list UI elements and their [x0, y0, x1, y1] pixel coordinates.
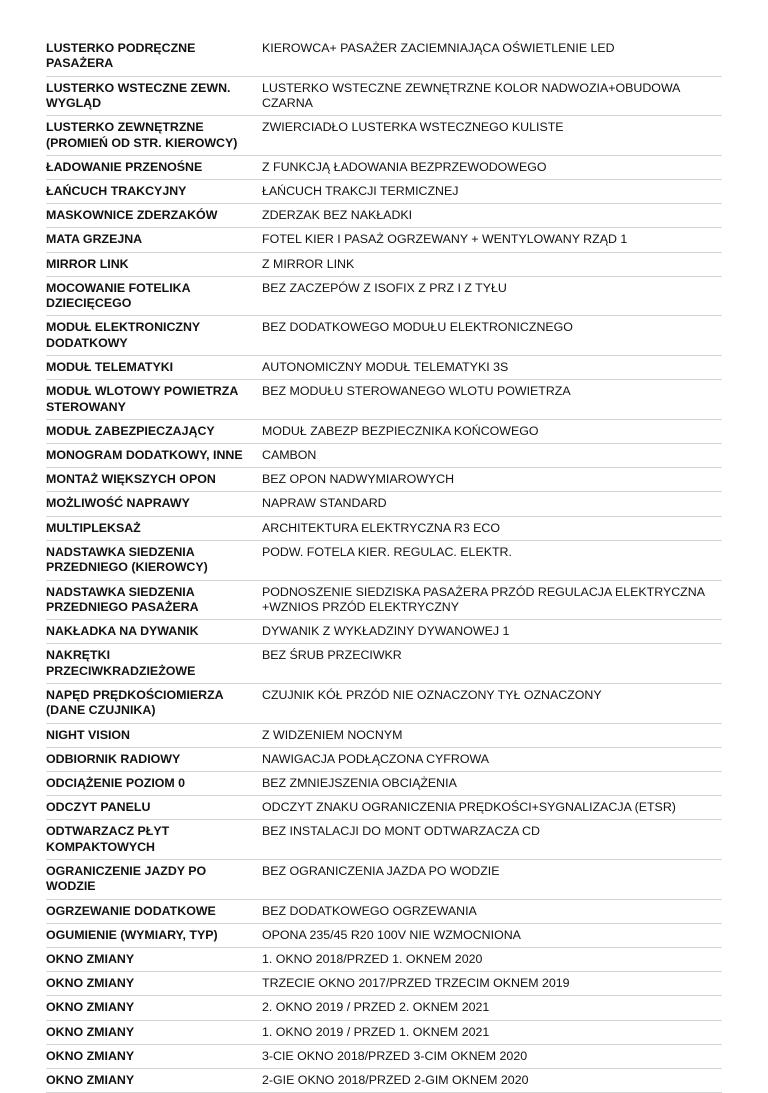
- table-row: [46, 859, 722, 899]
- table-row: [46, 1020, 722, 1044]
- spec-key: ODBIORNIK RADIOWY: [46, 747, 262, 771]
- table-row: [46, 644, 722, 684]
- spec-key: OKNO ZMIANY: [46, 1068, 262, 1092]
- table-row: [46, 155, 722, 179]
- table-row: [46, 923, 722, 947]
- spec-value: MODUŁ ZABEZP BEZPIECZNIKA KOŃCOWEGO: [262, 419, 722, 443]
- spec-key: MODUŁ WLOTOWY POWIETRZA STEROWANY: [46, 380, 262, 420]
- spec-key: NADSTAWKA SIEDZENIA PRZEDNIEGO (KIEROWCY): [46, 540, 262, 580]
- spec-value: CZUJNIK KÓŁ PRZÓD NIE OZNACZONY TYŁ OZNACZONY: [262, 683, 722, 723]
- spec-key: LUSTERKO ZEWNĘTRZNE (PROMIEŃ OD STR. KIEROWCY): [46, 116, 262, 156]
- spec-value: BEZ ZMNIEJSZENIA OBCIĄŻENIA: [262, 771, 722, 795]
- spec-value: NAWIGACJA PODŁĄCZONA CYFROWA: [262, 747, 722, 771]
- spec-value: 1. OKNO 2018/PRZED 1. OKNEM 2020: [262, 947, 722, 971]
- spec-value: PODNOSZENIE SIEDZISKA PASAŻERA PRZÓD REGULACJA ELEKTRYCZNA +WZNIOS PRZÓD ELEKTRYCZNY: [262, 580, 722, 620]
- spec-key: MODUŁ TELEMATYKI: [46, 356, 262, 380]
- spec-value: FOTEL KIER I PASAŻ OGRZEWANY + WENTYLOWANY RZĄD 1: [262, 228, 722, 252]
- spec-key: ŁAŃCUCH TRAKCYJNY: [46, 180, 262, 204]
- table-row: [46, 1068, 722, 1092]
- spec-value: BEZ OPON NADWYMIAROWYCH: [262, 468, 722, 492]
- table-row: [46, 316, 722, 356]
- table-row: [46, 620, 722, 644]
- table-row: [46, 771, 722, 795]
- spec-value: ARCHITEKTURA ELEKTRYCZNA R3 ECO: [262, 516, 722, 540]
- table-row: [46, 468, 722, 492]
- spec-key: MONTAŻ WIĘKSZYCH OPON: [46, 468, 262, 492]
- spec-value: LUSTERKO WSTECZNE ZEWNĘTRZNE KOLOR NADWOZIA+OBUDOWA CZARNA: [262, 76, 722, 116]
- spec-value: PODW. FOTELA KIER. REGULAC. ELEKTR.: [262, 540, 722, 580]
- table-row: [46, 37, 722, 76]
- spec-value: Z WIDZENIEM NOCNYM: [262, 723, 722, 747]
- spec-key: ODCZYT PANELU: [46, 796, 262, 820]
- spec-value: BEZ DODATKOWEGO MODUŁU ELEKTRONICZNEGO: [262, 316, 722, 356]
- spec-key: NIGHT VISION: [46, 723, 262, 747]
- spec-key: MIRROR LINK: [46, 252, 262, 276]
- spec-value: ZWIERCIADŁO LUSTERKA WSTECZNEGO KULISTE: [262, 116, 722, 156]
- table-row: [46, 972, 722, 996]
- specification-table-body: [46, 37, 722, 1093]
- spec-value: ZDERZAK BEZ NAKŁADKI: [262, 204, 722, 228]
- spec-value: BEZ ŚRUB PRZECIWKR: [262, 644, 722, 684]
- spec-value: BEZ OGRANICZENIA JAZDA PO WODZIE: [262, 859, 722, 899]
- spec-value: Z FUNKCJĄ ŁADOWANIA BEZPRZEWODOWEGO: [262, 155, 722, 179]
- spec-value: TRZECIE OKNO 2017/PRZED TRZECIM OKNEM 2019: [262, 972, 722, 996]
- spec-value: BEZ ZACZEPÓW Z ISOFIX Z PRZ I Z TYŁU: [262, 276, 722, 316]
- table-row: [46, 419, 722, 443]
- spec-key: OKNO ZMIANY: [46, 947, 262, 971]
- spec-value: ŁAŃCUCH TRAKCJI TERMICZNEJ: [262, 180, 722, 204]
- spec-key: MONOGRAM DODATKOWY, INNE: [46, 444, 262, 468]
- table-row: [46, 796, 722, 820]
- spec-value: NAPRAW STANDARD: [262, 492, 722, 516]
- table-row: [46, 252, 722, 276]
- spec-key: ODTWARZACZ PŁYT KOMPAKTOWYCH: [46, 820, 262, 860]
- spec-key: MULTIPLEKSAŻ: [46, 516, 262, 540]
- table-row: [46, 204, 722, 228]
- table-row: [46, 899, 722, 923]
- table-row: [46, 228, 722, 252]
- spec-value: AUTONOMICZNY MODUŁ TELEMATYKI 3S: [262, 356, 722, 380]
- spec-value: 3-CIE OKNO 2018/PRZED 3-CIM OKNEM 2020: [262, 1044, 722, 1068]
- spec-value: CAMBON: [262, 444, 722, 468]
- spec-key: OKNO ZMIANY: [46, 972, 262, 996]
- table-row: [46, 540, 722, 580]
- spec-key: NAKŁADKA NA DYWANIK: [46, 620, 262, 644]
- spec-key: OKNO ZMIANY: [46, 1044, 262, 1068]
- spec-value: OPONA 235/45 R20 100V NIE WZMOCNIONA: [262, 923, 722, 947]
- table-row: [46, 723, 722, 747]
- table-row: [46, 996, 722, 1020]
- table-row: [46, 380, 722, 420]
- spec-key: NADSTAWKA SIEDZENIA PRZEDNIEGO PASAŻERA: [46, 580, 262, 620]
- spec-value: DYWANIK Z WYKŁADZINY DYWANOWEJ 1: [262, 620, 722, 644]
- spec-key: MOCOWANIE FOTELIKA DZIECIĘCEGO: [46, 276, 262, 316]
- spec-key: MASKOWNICE ZDERZAKÓW: [46, 204, 262, 228]
- table-row: [46, 820, 722, 860]
- table-row: [46, 116, 722, 156]
- table-row: [46, 747, 722, 771]
- spec-value: BEZ MODUŁU STEROWANEGO WLOTU POWIETRZA: [262, 380, 722, 420]
- specification-table: [46, 37, 722, 1093]
- spec-key: OGRZEWANIE DODATKOWE: [46, 899, 262, 923]
- spec-key: MODUŁ ELEKTRONICZNY DODATKOWY: [46, 316, 262, 356]
- table-row: [46, 444, 722, 468]
- table-row: [46, 683, 722, 723]
- spec-value: 2-GIE OKNO 2018/PRZED 2-GIM OKNEM 2020: [262, 1068, 722, 1092]
- spec-key: NAPĘD PRĘDKOŚCIOMIERZA (DANE CZUJNIKA): [46, 683, 262, 723]
- spec-key: MATA GRZEJNA: [46, 228, 262, 252]
- spec-key: LUSTERKO PODRĘCZNE PASAŻERA: [46, 37, 262, 76]
- table-row: [46, 76, 722, 116]
- spec-value: KIEROWCA+ PASAŻER ZACIEMNIAJĄCA OŚWIETLENIE LED: [262, 37, 722, 76]
- spec-value: BEZ INSTALACJI DO MONT ODTWARZACZA CD: [262, 820, 722, 860]
- spec-key: LUSTERKO WSTECZNE ZEWN. WYGLĄD: [46, 76, 262, 116]
- table-row: [46, 276, 722, 316]
- spec-value: Z MIRROR LINK: [262, 252, 722, 276]
- spec-key: MODUŁ ZABEZPIECZAJĄCY: [46, 419, 262, 443]
- table-row: [46, 1044, 722, 1068]
- spec-key: NAKRĘTKI PRZECIWKRADZIEŻOWE: [46, 644, 262, 684]
- spec-key: ODCIĄŻENIE POZIOM 0: [46, 771, 262, 795]
- spec-key: MOŻLIWOŚĆ NAPRAWY: [46, 492, 262, 516]
- spec-key: OGRANICZENIE JAZDY PO WODZIE: [46, 859, 262, 899]
- table-row: [46, 492, 722, 516]
- spec-value: ODCZYT ZNAKU OGRANICZENIA PRĘDKOŚCI+SYGNALIZACJA (ETSR): [262, 796, 722, 820]
- table-row: [46, 947, 722, 971]
- spec-key: ŁADOWANIE PRZENOŚNE: [46, 155, 262, 179]
- table-row: [46, 580, 722, 620]
- spec-value: 1. OKNO 2019 / PRZED 1. OKNEM 2021: [262, 1020, 722, 1044]
- spec-value: BEZ DODATKOWEGO OGRZEWANIA: [262, 899, 722, 923]
- spec-key: OKNO ZMIANY: [46, 996, 262, 1020]
- table-row: [46, 356, 722, 380]
- spec-value: 2. OKNO 2019 / PRZED 2. OKNEM 2021: [262, 996, 722, 1020]
- spec-key: OKNO ZMIANY: [46, 1020, 262, 1044]
- spec-key: OGUMIENIE (WYMIARY, TYP): [46, 923, 262, 947]
- table-row: [46, 180, 722, 204]
- table-row: [46, 516, 722, 540]
